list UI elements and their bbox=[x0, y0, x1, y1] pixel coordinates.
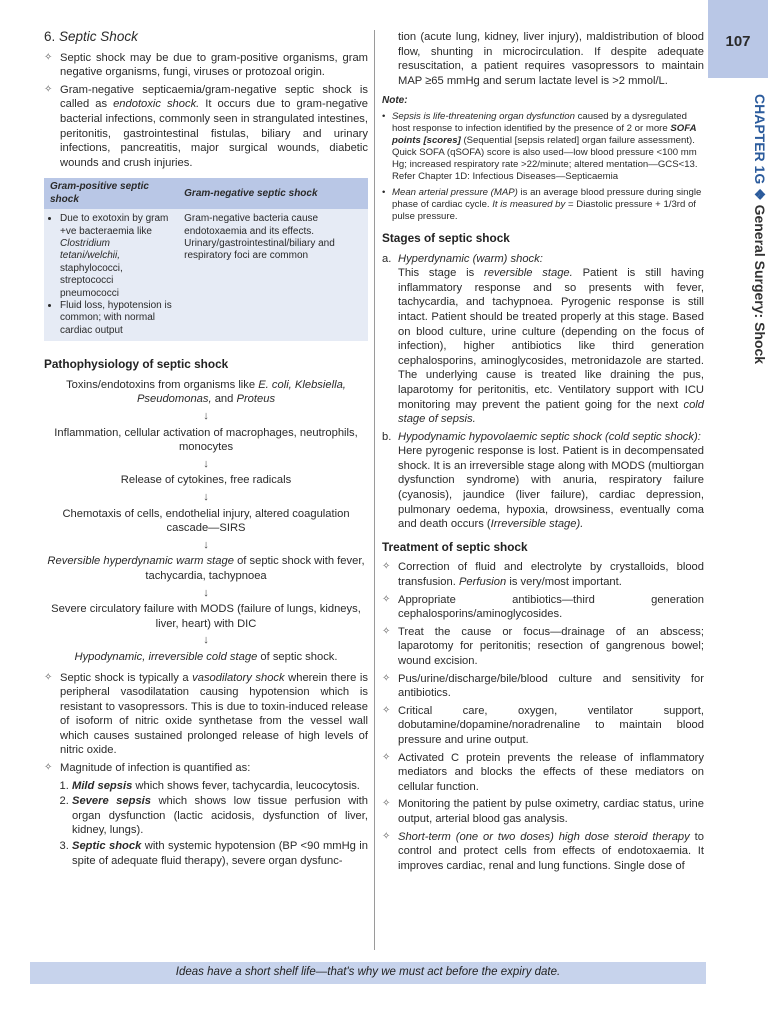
table-header: Gram-negative septic shock bbox=[178, 178, 368, 209]
flow-step: Chemotaxis of cells, endothelial injury, altered coagulation cascade—SIRS bbox=[62, 507, 350, 535]
pathophysiology-heading: Pathophysiology of septic shock bbox=[44, 357, 229, 372]
arrow-down-icon: ↓ bbox=[203, 490, 209, 503]
treatment-item: ✧ Short-term (one or two doses) high dose steroid therapy to control and protect cells from effects of endotoxaemia. It improves cardiac, renal and lung functions. Single dose of bbox=[382, 830, 704, 874]
footer-quote: Ideas have a short shelf life—that's why we must act before the expiry date. bbox=[175, 966, 561, 978]
treatment-item: ✧ Treat the cause or focus—drainage of an abscess; laparotomy for peritonitis; resection of gangrenous bowel; wound excision. bbox=[382, 625, 704, 669]
chapter-title bbox=[751, 94, 768, 364]
paragraph: tion (acute lung, kidney, liver injury), maldistribution of blood flow, shunting in microcirculation. If despite adequate resuscitation, a patient requires vasopressors to maintain MAP ≥65 mmHg and serum lactate level is >2 mmol/L. bbox=[398, 31, 704, 87]
right-column bbox=[382, 30, 704, 876]
sepsis-magnitude-list bbox=[44, 779, 368, 869]
list-item: • Due to exotoxin by gram +ve bacteraemia like Clostridium tetani/welchii, staphylococci, streptococci pneumococci bbox=[60, 213, 172, 300]
treatment-heading: Treatment of septic shock bbox=[382, 539, 528, 554]
flow-step: Release of cytokines, free radicals bbox=[120, 474, 292, 487]
stages-heading: Stages of septic shock bbox=[382, 230, 510, 245]
arrow-down-icon: ↓ bbox=[203, 410, 209, 422]
stage-item: b. Hypodynamic hypovolaemic septic shock (cold septic shock): Here pyrogenic response is lost. Patient is in decompensated shock. It is an irreversible stage along with MODS (multiorgan dysfunction syndrome) with anuria, respiratory failure (cyanosis), jaundice (liver failure), cardiac depression, pulmonary oedema, hypoxia, drowsiness, eventually coma and death occurs (Irreversible stage). bbox=[382, 430, 704, 531]
list-item: 2. Severe sepsis which shows low tissue perfusion with organ dysfunction (lactic acidosis, dysfunction of liver, kidney, lungs). bbox=[72, 794, 368, 838]
treatment-item: ✧ Activated C protein prevents the release of inflammatory mediators and blocks the effects of these mediators on cellular function. bbox=[382, 751, 704, 795]
diamond-icon: ❖ bbox=[752, 188, 768, 201]
treatment-item: ✧ Pus/urine/discharge/bile/blood culture and sensitivity for antibiotics. bbox=[382, 672, 704, 701]
section-title: 6. Septic Shock bbox=[44, 29, 138, 44]
treatment-item: ✧ Critical care, oxygen, ventilator support, dobutamine/dopamine/noradrenaline to maintain blood pressure and urine output. bbox=[382, 704, 704, 748]
paragraph: ✧ Magnitude of infection is quantified as: bbox=[44, 761, 368, 776]
arrow-down-icon: ↓ bbox=[203, 586, 209, 599]
flow-step: Reversible hyperdynamic warm stage of septic shock with fever, tachycardia, tachypnoea bbox=[47, 555, 365, 582]
list-item: • Fluid loss, hypotension is common; with normal cardiac output bbox=[60, 300, 172, 337]
arrow-down-icon: ↓ bbox=[203, 634, 209, 647]
table-cell bbox=[44, 209, 178, 341]
note-item: • Mean arterial pressure (MAP) is an average blood pressure during single phase of cardiac cycle. It is measured by = Diastolic pressure + 1/3rd of pulse pressure. bbox=[382, 187, 704, 223]
table-cell: Gram-negative bacteria cause endotoxaemia and its effects. Urinary/gastrointestinal/biliary and respiratory foci are common bbox=[184, 213, 335, 262]
flow-step: Toxins/endotoxins from organisms like E. coli, Klebsiella, Pseudomonas, and Proteus bbox=[66, 378, 346, 406]
paragraph: ✧ Septic shock is typically a vasodilatory shock wherein there is peripheral vasodilatation causing hypotension which is resistant to vasopressors. This is due to toxin-induced release of isoform of nitric oxide synthetase from the vessel wall which causes sustained prolonged release of high levels of nitric oxide. bbox=[44, 671, 368, 759]
stage-item: a. Hyperdynamic (warm) shock: This stage is reversible stage. Patient is still having inflammatory response and so presents with fever, tachycardia, and tachypnoea. Pyrogenic response is still intact. Patient should be treated properly at this stage. Based on blood culture, urine culture (depending on the focus of infection), higher antibiotics like third generation cephalosporins, aminoglycosides, metronidazole are started. The underlying cause is treated like draining the pus, laparotomy for peritonitis, etc. Ventilatory support with ICU monitoring may prevent the patient going for the next cold stage of sepsis. bbox=[382, 252, 704, 426]
gram-comparison-table bbox=[44, 178, 368, 341]
arrow-down-icon: ↓ bbox=[203, 538, 209, 551]
treatment-item: ✧ Monitoring the patient by pulse oximetry, cardiac status, urine output, arterial blood gas analysis. bbox=[382, 797, 704, 826]
arrow-down-icon: ↓ bbox=[203, 457, 209, 470]
list-item: 3. Septic shock with systemic hypotension (BP <90 mmHg in spite of adequate fluid therapy), severe organ dysfunc- bbox=[72, 839, 368, 868]
left-column bbox=[44, 30, 368, 869]
note-item: • Sepsis is life-threatening organ dysfunction caused by a dysregulated host response to infection identified by the presence of 2 or more SOFA points [scores] (Sequential [sepsis related] organ failure assessment). Quick SOFA (qSOFA) score is also used—low blood pressure <100 mm Hg; increased respiratory rate >22/minute; altered mentation—GCS<13. Refer Chapter 1D: Infectious Diseases—Septicaemia bbox=[382, 111, 704, 183]
flow-step: Inflammation, cellular activation of macrophages, neutrophils, monocytes bbox=[54, 426, 358, 454]
pathophysiology-flow bbox=[44, 378, 368, 665]
footer-quote-band bbox=[30, 962, 706, 984]
list-item: 1. Mild sepsis which shows fever, tachycardia, leucocytosis. bbox=[72, 779, 368, 794]
table-header: Gram-positive septic shock bbox=[44, 178, 178, 209]
note-label: Note: bbox=[382, 95, 408, 107]
chapter-name: General Surgery: Shock bbox=[752, 204, 768, 365]
flow-step: Hypodynamic, irreversible cold stage of septic shock. bbox=[74, 650, 338, 663]
paragraph: ✧ Gram-negative septicaemia/gram-negative septic shock is called as endotoxic shock. It occurs due to gram-negative bacterial infections, commonly seen in strangulated intestines, peritonitis, gastrointestinal fistulas, biliary and urinary infections, pancreatitis, major surgical wounds, diabetic wounds and crush injuries. bbox=[44, 83, 368, 171]
treatment-item: ✧ Appropriate antibiotics—third generation cephalosporins/aminoglycosides. bbox=[382, 593, 704, 622]
flow-step: Severe circulatory failure with MODS (failure of lungs, kidneys, liver, heart) with DIC bbox=[51, 603, 361, 630]
column-divider bbox=[374, 30, 375, 950]
treatment-item: ✧ Correction of fluid and electrolyte by crystalloids, blood transfusion. Perfusion is very/most important. bbox=[382, 560, 704, 589]
page-number: 107 bbox=[725, 33, 751, 50]
paragraph: ✧ Septic shock may be due to gram-positive organisms, gram negative organisms, fungi, viruses or protozoal origin. bbox=[44, 51, 368, 80]
chapter-side-tab bbox=[748, 94, 768, 394]
page-number-tab bbox=[708, 0, 768, 78]
chapter-label: CHAPTER 1G bbox=[752, 94, 768, 185]
